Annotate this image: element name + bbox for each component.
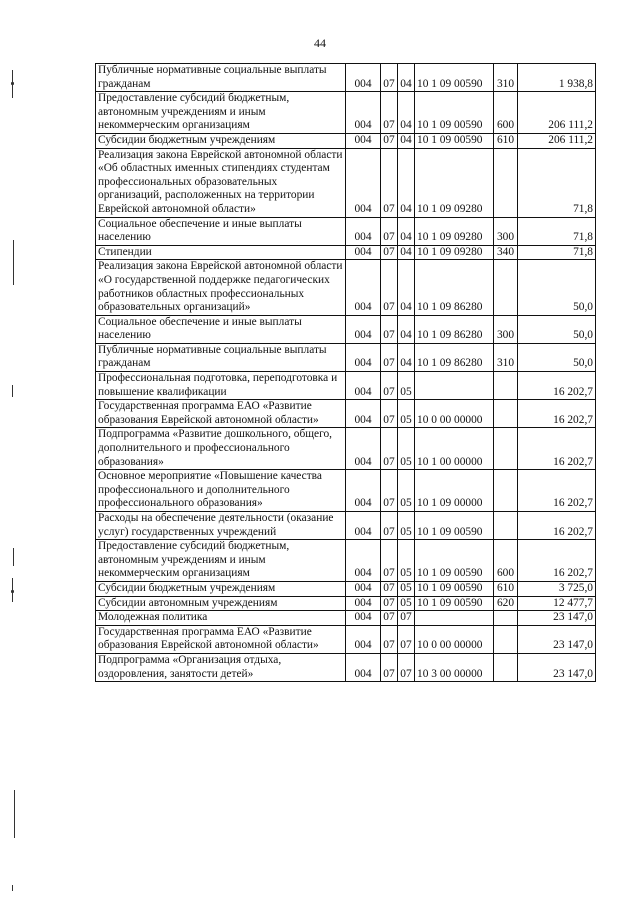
table-row	[96, 260, 596, 315]
table-row	[96, 64, 596, 92]
margin-mark	[13, 240, 14, 285]
section-code-cell: 07	[381, 133, 398, 148]
row-name-cell: Государственная программа ЕАО «Развитие образования Еврейской автономной области»	[96, 625, 346, 653]
program-code-cell: 10 1 09 00590	[415, 596, 494, 611]
subsection-code-cell: 04	[398, 245, 415, 260]
amount-cell: 23 147,0	[518, 625, 596, 653]
amount-cell: 50,0	[518, 260, 596, 315]
section-code-cell: 07	[381, 260, 398, 315]
expense-type-cell	[494, 428, 518, 470]
amount-cell: 16 202,7	[518, 372, 596, 400]
section-code-cell: 07	[381, 625, 398, 653]
amount-cell: 50,0	[518, 315, 596, 343]
ministry-code-cell: 004	[346, 540, 381, 582]
section-code-cell: 07	[381, 596, 398, 611]
section-code-cell: 07	[381, 217, 398, 245]
ministry-code-cell: 004	[346, 315, 381, 343]
row-name-cell: Основное мероприятие «Повышение качества профессионального и дополнительного профессионального образования»	[96, 470, 346, 512]
section-code-cell: 07	[381, 315, 398, 343]
row-name-cell: Субсидии бюджетным учреждениям	[96, 581, 346, 596]
margin-mark	[14, 790, 15, 838]
table-row	[96, 653, 596, 681]
subsection-code-cell: 05	[398, 596, 415, 611]
table-row	[96, 470, 596, 512]
table-row	[96, 217, 596, 245]
section-code-cell: 07	[381, 400, 398, 428]
ministry-code-cell: 004	[346, 92, 381, 134]
subsection-code-cell: 04	[398, 92, 415, 134]
subsection-code-cell: 04	[398, 133, 415, 148]
row-name-cell: Субсидии автономным учреждениям	[96, 596, 346, 611]
row-name-cell: Государственная программа ЕАО «Развитие образования Еврейской автономной области»	[96, 400, 346, 428]
table-row	[96, 428, 596, 470]
subsection-code-cell: 04	[398, 217, 415, 245]
expense-type-cell	[494, 625, 518, 653]
subsection-code-cell: 07	[398, 625, 415, 653]
table-row	[96, 148, 596, 217]
subsection-code-cell: 05	[398, 512, 415, 540]
subsection-code-cell: 04	[398, 64, 415, 92]
amount-cell: 23 147,0	[518, 653, 596, 681]
amount-cell: 12 477,7	[518, 596, 596, 611]
ministry-code-cell: 004	[346, 470, 381, 512]
section-code-cell: 07	[381, 470, 398, 512]
program-code-cell: 10 1 09 00590	[415, 581, 494, 596]
row-name-cell: Расходы на обеспечение деятельности (оказание услуг) государственных учреждений	[96, 512, 346, 540]
margin-mark	[11, 590, 14, 593]
ministry-code-cell: 004	[346, 343, 381, 371]
program-code-cell: 10 1 09 00000	[415, 470, 494, 512]
expense-type-cell: 310	[494, 343, 518, 371]
program-code-cell: 10 0 00 00000	[415, 625, 494, 653]
subsection-code-cell: 05	[398, 470, 415, 512]
table-row	[96, 92, 596, 134]
amount-cell: 206 111,2	[518, 133, 596, 148]
table-row	[96, 611, 596, 626]
ministry-code-cell: 004	[346, 625, 381, 653]
subsection-code-cell: 04	[398, 343, 415, 371]
margin-mark	[13, 548, 14, 566]
program-code-cell: 10 1 09 86280	[415, 315, 494, 343]
margin-mark	[11, 82, 14, 85]
ministry-code-cell: 004	[346, 245, 381, 260]
expense-type-cell	[494, 653, 518, 681]
expense-type-cell	[494, 372, 518, 400]
budget-table-body	[96, 64, 596, 682]
table-row	[96, 372, 596, 400]
page-number: 44	[314, 36, 326, 50]
expense-type-cell	[494, 611, 518, 626]
margin-mark	[12, 385, 13, 397]
row-name-cell: Социальное обеспечение и иные выплаты населению	[96, 217, 346, 245]
amount-cell: 16 202,7	[518, 470, 596, 512]
table-row	[96, 625, 596, 653]
row-name-cell: Подпрограмма «Развитие дошкольного, общего, дополнительного и профессионального образования»	[96, 428, 346, 470]
section-code-cell: 07	[381, 540, 398, 582]
program-code-cell: 10 1 09 09280	[415, 245, 494, 260]
row-name-cell: Реализация закона Еврейской автономной области «О государственной поддержке педагогических работников областных профессиональных образовательных организаций»	[96, 260, 346, 315]
program-code-cell: 10 1 09 00590	[415, 92, 494, 134]
section-code-cell: 07	[381, 428, 398, 470]
row-name-cell: Стипендии	[96, 245, 346, 260]
section-code-cell: 07	[381, 148, 398, 217]
amount-cell: 16 202,7	[518, 428, 596, 470]
program-code-cell	[415, 372, 494, 400]
subsection-code-cell: 05	[398, 581, 415, 596]
expense-type-cell: 300	[494, 217, 518, 245]
table-row	[96, 581, 596, 596]
margin-mark	[12, 885, 13, 891]
expense-type-cell	[494, 470, 518, 512]
table-row	[96, 512, 596, 540]
section-code-cell: 07	[381, 92, 398, 134]
amount-cell: 16 202,7	[518, 400, 596, 428]
ministry-code-cell: 004	[346, 260, 381, 315]
ministry-code-cell: 004	[346, 400, 381, 428]
row-name-cell: Предоставление субсидий бюджетным, автономным учреждениям и иным некоммерческим организациям	[96, 92, 346, 134]
section-code-cell: 07	[381, 512, 398, 540]
section-code-cell: 07	[381, 581, 398, 596]
ministry-code-cell: 004	[346, 611, 381, 626]
row-name-cell: Социальное обеспечение и иные выплаты населению	[96, 315, 346, 343]
amount-cell: 71,8	[518, 217, 596, 245]
subsection-code-cell: 04	[398, 315, 415, 343]
amount-cell: 16 202,7	[518, 540, 596, 582]
ministry-code-cell: 004	[346, 148, 381, 217]
expense-type-cell: 600	[494, 92, 518, 134]
section-code-cell: 07	[381, 343, 398, 371]
program-code-cell: 10 1 09 09280	[415, 217, 494, 245]
subsection-code-cell: 05	[398, 400, 415, 428]
row-name-cell: Молодежная политика	[96, 611, 346, 626]
table-row	[96, 343, 596, 371]
program-code-cell: 10 1 09 00590	[415, 540, 494, 582]
amount-cell: 3 725,0	[518, 581, 596, 596]
row-name-cell: Предоставление субсидий бюджетным, автономным учреждениям и иным некоммерческим организациям	[96, 540, 346, 582]
expense-type-cell: 610	[494, 581, 518, 596]
amount-cell: 23 147,0	[518, 611, 596, 626]
table-row	[96, 245, 596, 260]
amount-cell: 1 938,8	[518, 64, 596, 92]
ministry-code-cell: 004	[346, 512, 381, 540]
section-code-cell: 07	[381, 245, 398, 260]
amount-cell: 16 202,7	[518, 512, 596, 540]
subsection-code-cell: 04	[398, 148, 415, 217]
expense-type-cell: 600	[494, 540, 518, 582]
row-name-cell: Субсидии бюджетным учреждениям	[96, 133, 346, 148]
amount-cell: 206 111,2	[518, 92, 596, 134]
section-code-cell: 07	[381, 372, 398, 400]
table-row	[96, 596, 596, 611]
program-code-cell: 10 1 09 00590	[415, 512, 494, 540]
expense-type-cell	[494, 400, 518, 428]
subsection-code-cell: 05	[398, 540, 415, 582]
ministry-code-cell: 004	[346, 217, 381, 245]
table-row	[96, 540, 596, 582]
subsection-code-cell: 07	[398, 611, 415, 626]
program-code-cell: 10 1 09 09280	[415, 148, 494, 217]
program-code-cell: 10 1 00 00000	[415, 428, 494, 470]
expense-type-cell	[494, 260, 518, 315]
section-code-cell: 07	[381, 611, 398, 626]
subsection-code-cell: 05	[398, 428, 415, 470]
ministry-code-cell: 004	[346, 372, 381, 400]
budget-table	[95, 63, 596, 682]
expense-type-cell	[494, 148, 518, 217]
table-row	[96, 400, 596, 428]
expense-type-cell: 620	[494, 596, 518, 611]
program-code-cell: 10 3 00 00000	[415, 653, 494, 681]
ministry-code-cell: 004	[346, 653, 381, 681]
row-name-cell: Публичные нормативные социальные выплаты гражданам	[96, 64, 346, 92]
program-code-cell: 10 1 09 00590	[415, 133, 494, 148]
amount-cell: 71,8	[518, 148, 596, 217]
program-code-cell: 10 1 09 86280	[415, 343, 494, 371]
table-row	[96, 133, 596, 148]
program-code-cell	[415, 611, 494, 626]
row-name-cell: Реализация закона Еврейской автономной области «Об областных именных стипендиях студентам профессиональных образовательных организаций, расположенных на территории Еврейской автономной области»	[96, 148, 346, 217]
ministry-code-cell: 004	[346, 133, 381, 148]
row-name-cell: Публичные нормативные социальные выплаты гражданам	[96, 343, 346, 371]
program-code-cell: 10 1 09 86280	[415, 260, 494, 315]
expense-type-cell	[494, 512, 518, 540]
expense-type-cell: 310	[494, 64, 518, 92]
expense-type-cell: 300	[494, 315, 518, 343]
section-code-cell: 07	[381, 64, 398, 92]
program-code-cell: 10 0 00 00000	[415, 400, 494, 428]
section-code-cell: 07	[381, 653, 398, 681]
row-name-cell: Профессиональная подготовка, переподготовка и повышение квалификации	[96, 372, 346, 400]
ministry-code-cell: 004	[346, 596, 381, 611]
row-name-cell: Подпрограмма «Организация отдыха, оздоровления, занятости детей»	[96, 653, 346, 681]
table-row	[96, 315, 596, 343]
expense-type-cell: 610	[494, 133, 518, 148]
subsection-code-cell: 04	[398, 260, 415, 315]
amount-cell: 71,8	[518, 245, 596, 260]
ministry-code-cell: 004	[346, 581, 381, 596]
amount-cell: 50,0	[518, 343, 596, 371]
ministry-code-cell: 004	[346, 428, 381, 470]
ministry-code-cell: 004	[346, 64, 381, 92]
program-code-cell: 10 1 09 00590	[415, 64, 494, 92]
expense-type-cell: 340	[494, 245, 518, 260]
subsection-code-cell: 07	[398, 653, 415, 681]
subsection-code-cell: 05	[398, 372, 415, 400]
